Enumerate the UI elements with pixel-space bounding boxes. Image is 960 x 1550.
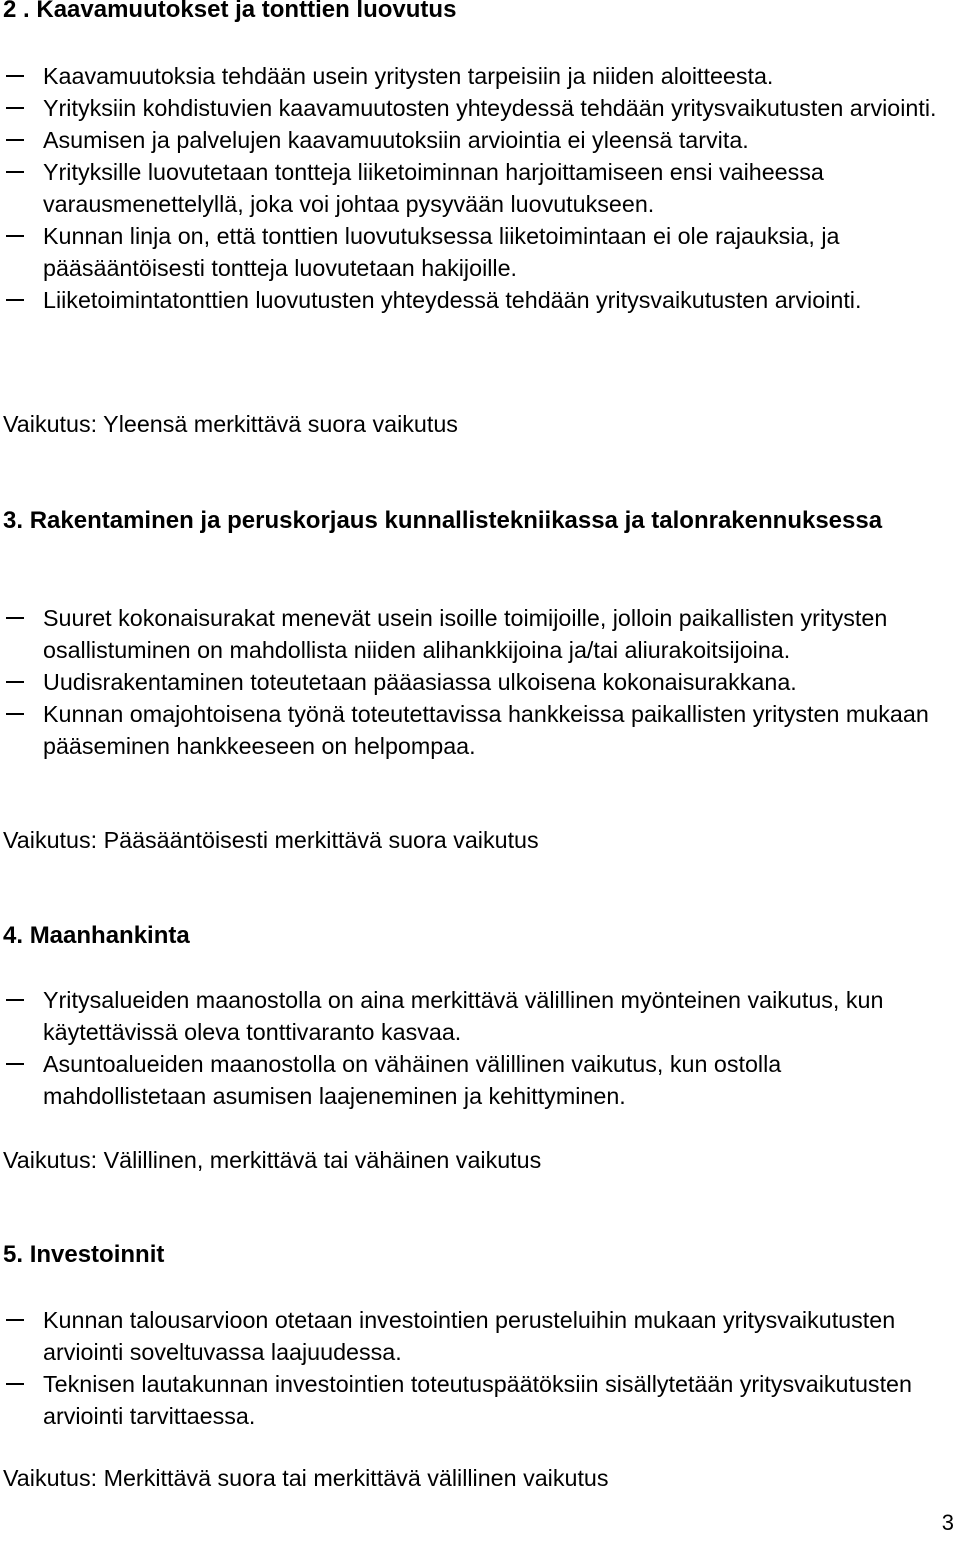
dash-bullet-icon [6,171,24,173]
list-item: Kunnan talousarvioon otetaan investointien perusteluihin mukaan yritysvaikutusten arviointi soveltuvassa laajuudessa. [0,1304,950,1368]
dash-bullet-icon [6,713,24,715]
list-item: Uudisrakentaminen toteutetaan pääasiassa ulkoisena kokonaisurakkana. [0,666,950,698]
dash-bullet-icon [6,299,24,301]
section-3-bullet-list [0,602,950,762]
section-4-effect: Vaikutus: Välillinen, merkittävä tai vähäinen vaikutus [3,1147,542,1173]
section-4-heading [3,920,190,952]
list-item: Kunnan omajohtoisena työnä toteutettavissa hankkeissa paikallisten yritysten mukaan pääseminen hankkeeseen on helpompaa. [0,698,950,762]
dash-bullet-icon [6,75,24,77]
section-3-number: 3. [3,507,24,534]
list-item: Yrityksille luovutetaan tontteja liiketoiminnan harjoittamiseen ensi vaiheessa varausmenettelyllä, joka voi johtaa pysyvään luovutukseen. [0,156,950,220]
section-2-heading [3,0,456,26]
dash-bullet-icon [6,999,24,1001]
list-item: Asuntoalueiden maanostolla on vähäinen välillinen vaikutus, kun ostolla mahdollistetaan asumisen laajeneminen ja kehittyminen. [0,1048,950,1112]
dash-bullet-icon [6,1319,24,1321]
dash-bullet-icon [6,617,24,619]
dash-bullet-icon [6,235,24,237]
section-5-bullet-list [0,1304,950,1432]
section-3-heading [3,505,903,537]
list-item: Kaavamuutoksia tehdään usein yritysten tarpeisiin ja niiden aloitteesta. [0,60,950,92]
page-number: 3 [941,1510,954,1535]
section-5-title: Investoinnit [29,1241,165,1268]
list-item: Liiketoimintatonttien luovutusten yhteydessä tehdään yritysvaikutusten arviointi. [0,284,950,316]
list-item: Asumisen ja palvelujen kaavamuutoksiin arviointia ei yleensä tarvita. [0,124,950,156]
dash-bullet-icon [6,139,24,141]
section-5-heading [3,1239,164,1271]
section-3-title: Rakentaminen ja peruskorjaus kunnallistekniikassa ja talonrakennuksessa [29,507,883,534]
dash-bullet-icon [6,1383,24,1385]
section-4-title: Maanhankinta [29,922,190,949]
dash-bullet-icon [6,107,24,109]
section-2-effect: Vaikutus: Yleensä merkittävä suora vaikutus [3,411,458,437]
list-item: Kunnan linja on, että tonttien luovutuksessa liiketoimintaan ei ole rajauksia, ja pääsääntöisesti tontteja luovutetaan hakijoille. [0,220,950,284]
section-4-number: 4. [3,922,24,949]
section-2-number: 2 . [3,0,30,23]
list-item: Suuret kokonaisurakat menevät usein isoille toimijoille, jolloin paikallisten yritysten osallistuminen on mahdollista niiden alihankkijoina ja/tai aliurakoitsijoina. [0,602,950,666]
section-2-title: Kaavamuutokset ja tonttien luovutus [36,0,457,23]
dash-bullet-icon [6,681,24,683]
list-item: Yritysalueiden maanostolla on aina merkittävä välillinen myönteinen vaikutus, kun käytettävissä oleva tonttivaranto kasvaa. [0,984,950,1048]
section-4-bullet-list [0,984,950,1112]
list-item: Teknisen lautakunnan investointien toteutuspäätöksiin sisällytetään yritysvaikutusten arviointi tarvittaessa. [0,1368,950,1432]
section-5-effect: Vaikutus: Merkittävä suora tai merkittävä välillinen vaikutus [3,1465,609,1491]
list-item: Yrityksiin kohdistuvien kaavamuutosten yhteydessä tehdään yritysvaikutusten arviointi. [0,92,950,124]
dash-bullet-icon [6,1063,24,1065]
section-3-effect: Vaikutus: Pääsääntöisesti merkittävä suora vaikutus [3,827,539,853]
section-2-bullet-list [0,60,950,316]
section-5-number: 5. [3,1241,24,1268]
